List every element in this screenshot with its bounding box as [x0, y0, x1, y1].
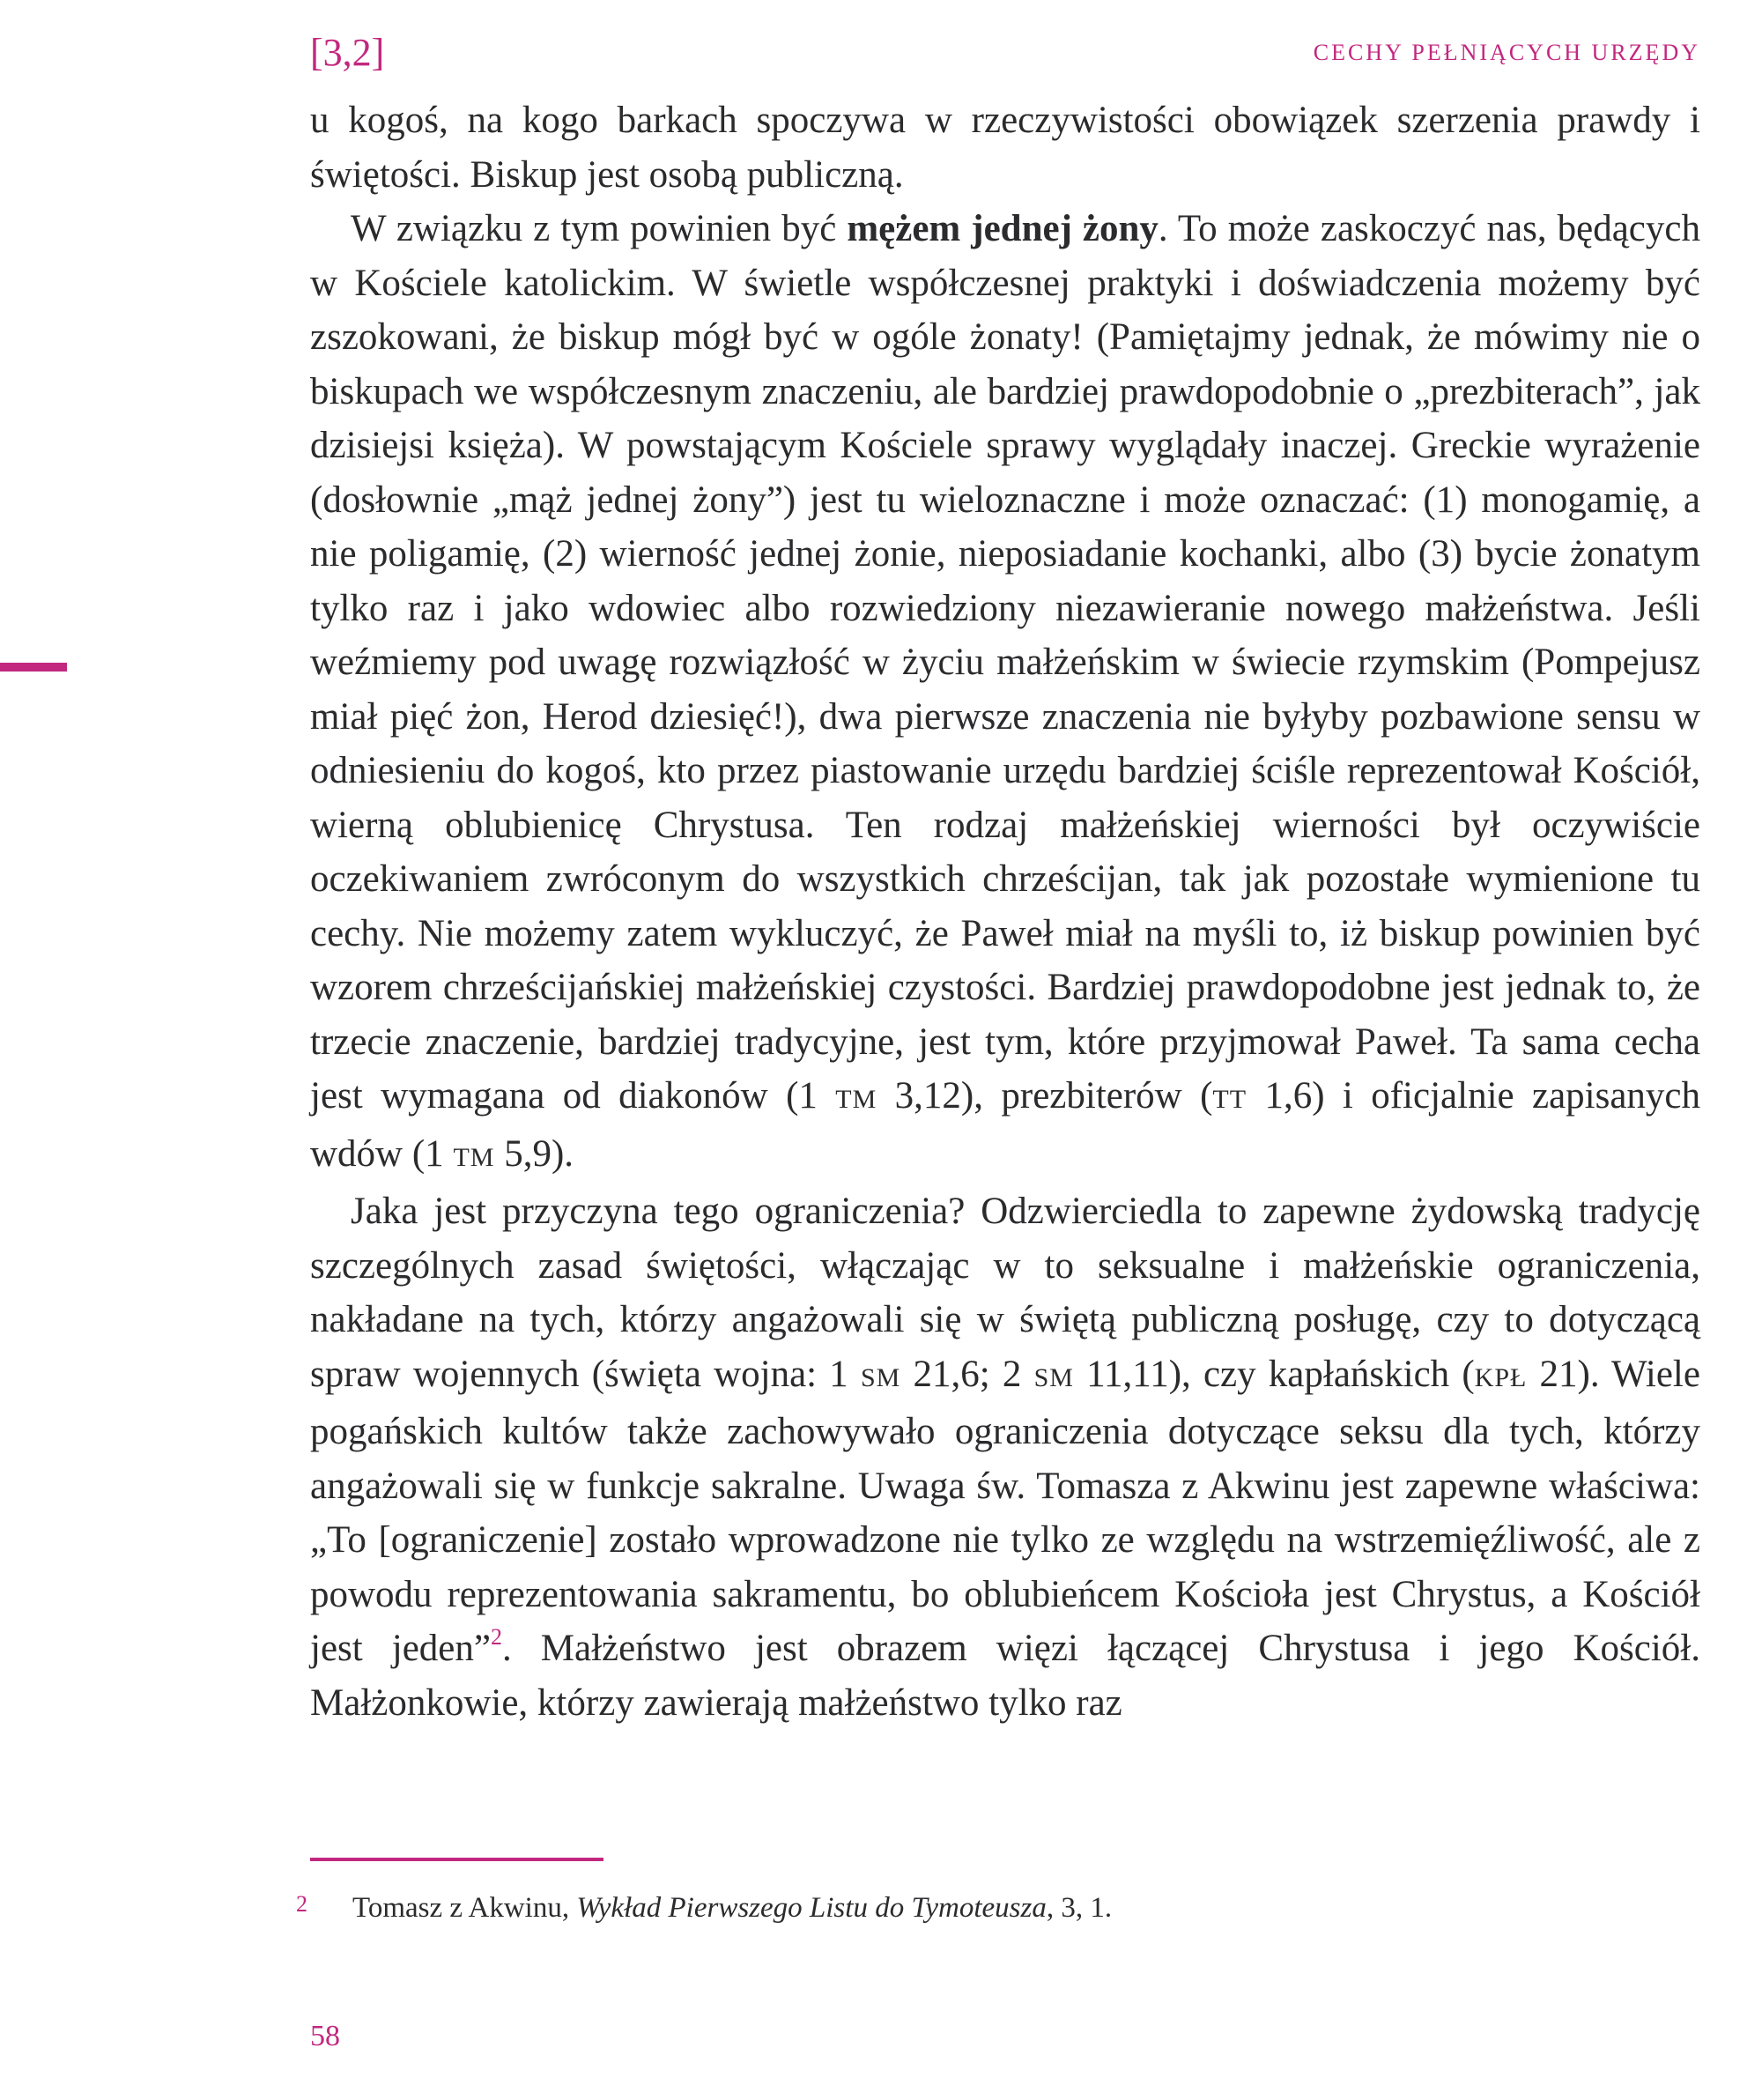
- paragraph-3-text-d: 21). Wiele pogańskich kultów także zachowywało ograniczenia dotyczące seksu dla tych, którzy angażowali się w funkcje sakralne. Uwaga św. Tomasza z Akwinu jest zapewne właściwa: „To [ograniczenie] zostało wprowadzone nie tylko ze względu na wstrzemięźliwość, ale z powodu reprezentowania sakramentu, bo oblubieńcem Kościoła jest Chrystus, a Kościół jest jeden”: [310, 1353, 1700, 1669]
- paragraph-2-text-d: 5,9).: [494, 1132, 574, 1175]
- footnote: [296, 1884, 1700, 1928]
- paragraph-2-text-b: 3,12), prezbiterów (: [877, 1075, 1213, 1117]
- footnote-locator: , 3, 1.: [1046, 1892, 1113, 1924]
- paragraph-2: [310, 202, 1700, 1184]
- page-number: 58: [310, 2020, 340, 2052]
- paragraph-3-text-e: . Małżeństwo jest obrazem więzi łączącej Chrystusa i jego Kościół. Małżonkowie, którzy zawierają małżeństwo tylko raz: [310, 1628, 1700, 1724]
- paragraph-3-text-c: 11,11), czy kapłańskich (: [1073, 1353, 1475, 1395]
- paragraph-1: [310, 93, 1700, 202]
- paragraph-2-lead: W związku z tym powinien być: [351, 208, 848, 249]
- margin-marker: [0, 663, 67, 672]
- paragraph-3-text-b: 21,6; 2: [900, 1353, 1034, 1395]
- footnote-author: Tomasz z Akwinu,: [352, 1892, 577, 1924]
- paragraph-2-text-c: 1,6) i oficjalnie zapisanych wdów (1: [310, 1075, 1701, 1175]
- running-header: [310, 26, 1700, 79]
- bible-ref-abbrev: SM: [860, 1362, 901, 1392]
- section-reference: [3,2]: [310, 31, 385, 74]
- bible-ref-abbrev: TM: [835, 1085, 877, 1114]
- bible-ref-abbrev: KPŁ: [1474, 1362, 1528, 1392]
- bible-ref-abbrev: TM: [453, 1142, 495, 1172]
- paragraph-3: [310, 1184, 1700, 1730]
- footnote-number: 2: [296, 1891, 307, 1917]
- paragraph-1-text: u kogoś, na kogo barkach spoczywa w rzeczywistości obowiązek szerzenia prawdy i świętości. Biskup jest osobą publiczną.: [310, 100, 1700, 196]
- footnote-divider: [310, 1858, 603, 1861]
- running-title: CECHY PEŁNIĄCYCH URZĘDY: [1313, 40, 1700, 65]
- body-text: [310, 93, 1700, 1730]
- bible-ref-abbrev: TT: [1212, 1085, 1247, 1114]
- footnote-title: Wykład Pierwszego Listu do Tymoteusza: [576, 1892, 1047, 1924]
- footnote-reference[interactable]: 2: [490, 1624, 502, 1650]
- paragraph-3-text-a: Jaka jest przyczyna tego ograniczenia? Odzwierciedla to zapewne żydowską tradycję szczególnych zasad świętości, włączając w to seksualne i małżeńskie ograniczenia, nakładane na tych, którzy angażowali się w świętą publiczną posługę, czy to dotyczącą spraw wojennych (święta wojna: 1: [310, 1191, 1700, 1395]
- paragraph-2-text-a: . To może zaskoczyć nas, będących w Kościele katolickim. W świetle współczesnej praktyki i doświadczenia możemy być zszokowani, że biskup mógł być w ogóle żonaty! (Pamiętajmy jednak, że mówimy nie o biskupach we współczesnym znaczeniu, ale bardziej prawdopodobnie o „prezbiterach”, jak dzisiejsi księża). W powstającym Kościele sprawy wyglądały inaczej. Greckie wyrażenie (dosłownie „mąż jednej żony”) jest tu wieloznaczne i może oznaczać: (1) monogamię, a nie poligamię, (2) wierność jednej żonie, nieposiadanie kochanki, albo (3) bycie żonatym tylko raz i jako wdowiec albo rozwiedziony niezawieranie nowego małżeństwa. Jeśli weźmiemy pod uwagę rozwiązłość w życiu małżeńskim w świecie rzymskim (Pompejusz miał pięć żon, Herod dziesięć!), dwa pierwsze znaczenia nie byłyby pozbawione sensu w odniesieniu do kogoś, kto przez piastowanie urzędu bardziej ściśle reprezentował Kościół, wierną oblubienicę Chrystusa. Ten rodzaj małżeńskiej wierności był oczywiście oczekiwaniem zwróconym do wszystkich chrześcijan, tak jak pozostałe wymienione tu cechy. Nie możemy zatem wykluczyć, że Paweł miał na myśli to, iż biskup powinien być wzorem chrześcijańskiej małżeńskiej czystości. Bardziej prawdopodobne jest jednak to, że trzecie znaczenie, bardziej tradycyjne, jest tym, które przyjmował Paweł. Ta sama cecha jest wymagana od diakonów (1: [310, 208, 1700, 1117]
- bible-ref-abbrev: SM: [1033, 1362, 1074, 1392]
- paragraph-2-bold-phrase: mężem jednej żony: [847, 208, 1159, 249]
